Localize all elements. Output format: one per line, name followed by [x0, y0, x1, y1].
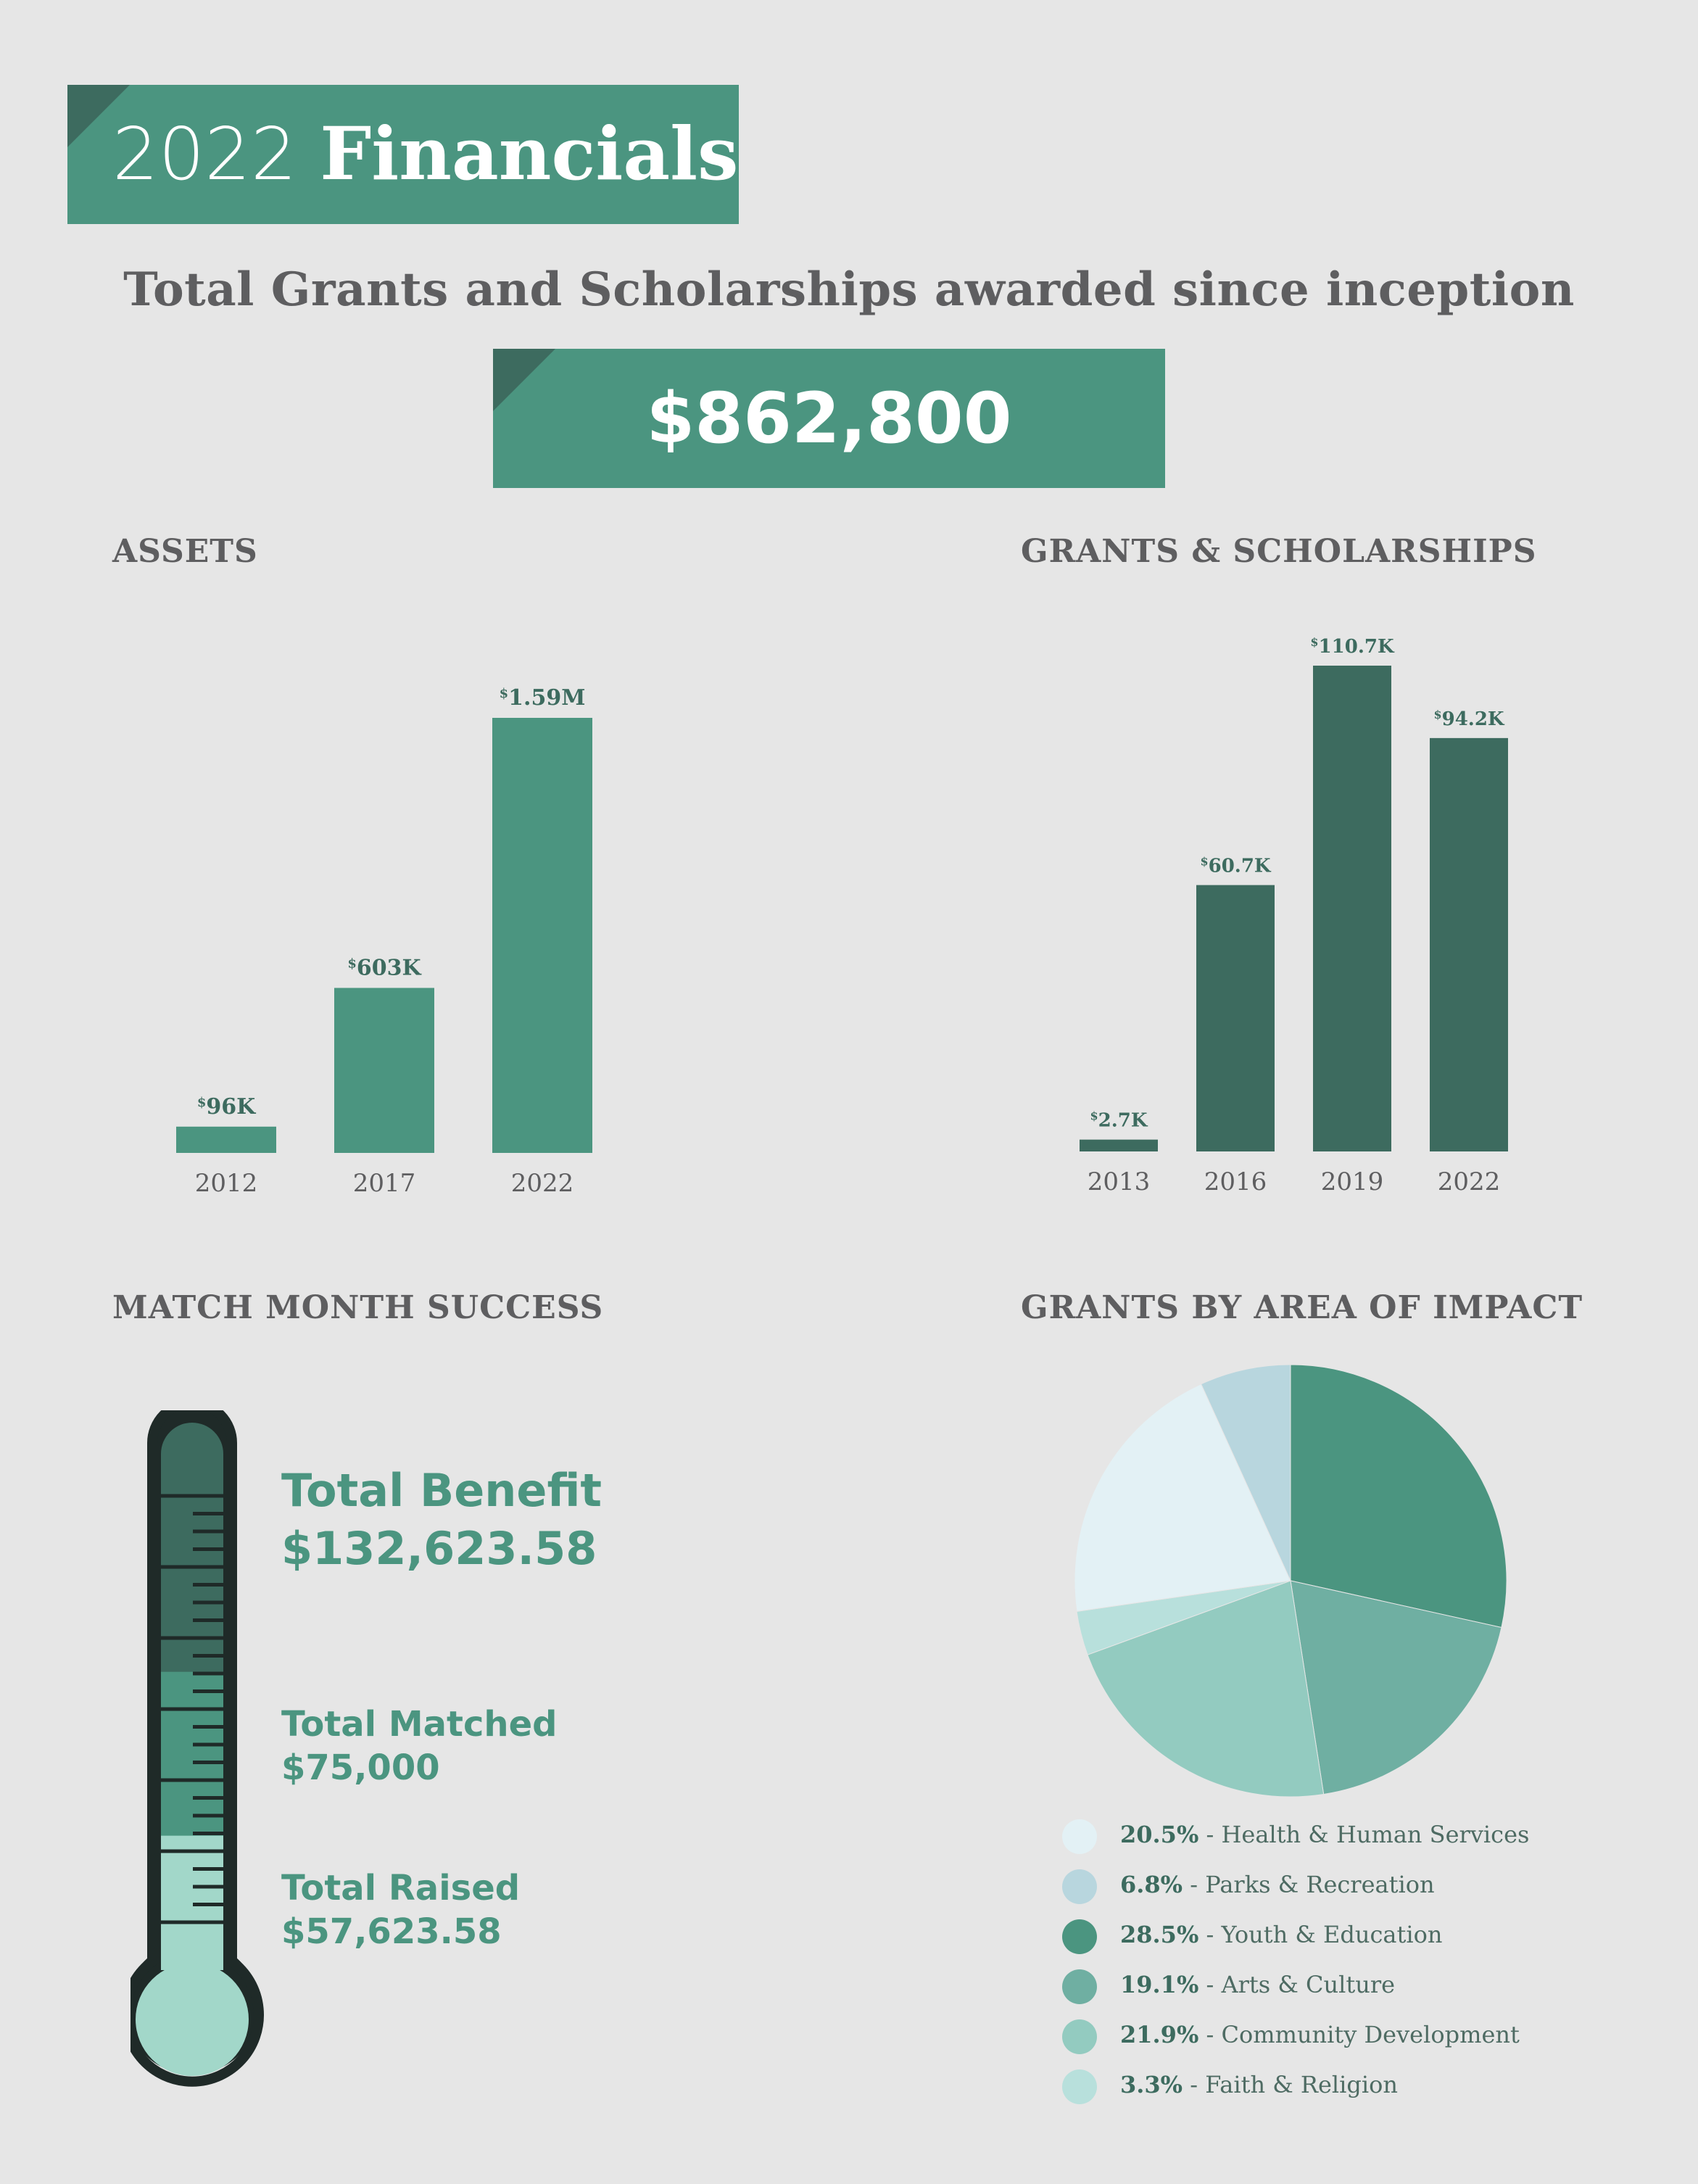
total-raised-value: $57,623.58	[281, 1911, 502, 1952]
thermometer	[131, 1410, 290, 2092]
grants-bars	[1080, 635, 1508, 1196]
tick-label: 2013	[1087, 1167, 1151, 1196]
total-matched-value: $75,000	[281, 1747, 440, 1788]
data-label	[1310, 635, 1395, 658]
legend-percent: 6.8%	[1120, 1871, 1183, 1898]
currency-prefix: $	[1310, 635, 1319, 649]
impact-title: GRANTS BY AREA OF IMPACT	[1021, 1289, 1583, 1326]
total-benefit-value: $132,623.58	[281, 1522, 597, 1575]
tick-label: 2022	[510, 1169, 574, 1198]
bar-2022	[492, 718, 592, 1153]
impact-pie-chart	[1066, 1356, 1515, 1805]
data-label	[1433, 708, 1504, 730]
total-matched-label: Total Matched	[281, 1704, 558, 1745]
legend-percent: 19.1%	[1120, 1971, 1199, 1998]
tick-label: 2017	[352, 1169, 416, 1198]
tick-label: 2012	[194, 1169, 258, 1198]
legend-percent: 20.5%	[1120, 1821, 1199, 1848]
legend-percent: 3.3%	[1120, 2071, 1183, 2098]
bar-2022	[1430, 738, 1508, 1151]
currency-prefix: $	[1433, 707, 1442, 721]
assets-bars	[176, 685, 592, 1198]
legend-label	[1120, 1821, 1529, 1848]
data-label-value: 1.59M	[508, 685, 586, 711]
legend-label	[1120, 2071, 1398, 2098]
legend-label	[1120, 2021, 1520, 2048]
data-label-value: 110.7K	[1318, 636, 1394, 658]
bar-2013	[1080, 1140, 1158, 1151]
legend-category: - Community Development	[1198, 2021, 1520, 2048]
currency-prefix: $	[1200, 854, 1209, 869]
legend-swatch	[1062, 1869, 1097, 1904]
total-grants-heading: Total Grants and Scholarships awarded since inception	[123, 262, 1575, 317]
data-label	[1090, 1109, 1148, 1132]
legend-label	[1120, 1921, 1442, 1948]
data-label	[1200, 855, 1271, 877]
tick-label: 2019	[1320, 1167, 1384, 1196]
legend-category: - Arts & Culture	[1198, 1971, 1396, 1998]
currency-prefix: $	[1090, 1109, 1098, 1123]
bar-2012	[176, 1127, 276, 1153]
match-month-title: MATCH MONTH SUCCESS	[112, 1289, 604, 1326]
tick-label: 2016	[1204, 1167, 1267, 1196]
title-word: Financials	[320, 111, 739, 197]
grants-title: GRANTS & SCHOLARSHIPS	[1021, 533, 1537, 570]
bar-2017	[334, 988, 434, 1153]
currency-prefix: $	[196, 1094, 207, 1110]
bar-2016	[1196, 885, 1275, 1151]
tick-label: 2022	[1437, 1167, 1501, 1196]
data-label-value: 2.7K	[1098, 1109, 1148, 1132]
legend-percent: 28.5%	[1120, 1921, 1199, 1948]
legend-swatch	[1062, 1919, 1097, 1954]
data-label-value: 96K	[206, 1093, 256, 1120]
title-year: 2022	[112, 112, 297, 197]
legend-label	[1120, 1971, 1395, 1998]
total-benefit-label: Total Benefit	[281, 1464, 602, 1517]
currency-prefix: $	[347, 956, 357, 972]
thermometer-bulb	[136, 1963, 249, 2076]
legend-category: - Parks & Recreation	[1183, 1871, 1435, 1898]
currency-prefix: $	[499, 686, 509, 701]
legend-percent: 21.9%	[1120, 2021, 1199, 2048]
data-label-value: 94.2K	[1441, 708, 1504, 730]
legend-swatch	[1062, 1969, 1097, 2004]
total-raised-label: Total Raised	[281, 1868, 521, 1908]
data-label	[347, 955, 421, 980]
legend-swatch	[1062, 1819, 1097, 1854]
legend-swatch	[1062, 2069, 1097, 2104]
legend-swatch	[1062, 2019, 1097, 2054]
data-label-value: 60.7K	[1208, 855, 1271, 877]
total-amount: $862,800	[646, 378, 1012, 459]
legend-category: - Youth & Education	[1198, 1921, 1443, 1948]
data-label	[500, 685, 586, 711]
data-label	[197, 1094, 256, 1120]
data-label-value: 603K	[356, 955, 421, 981]
bar-2019	[1313, 666, 1391, 1151]
legend-category: - Health & Human Services	[1198, 1821, 1530, 1848]
assets-title: ASSETS	[112, 533, 258, 570]
legend-label	[1120, 1871, 1435, 1898]
legend-category: - Faith & Religion	[1183, 2071, 1398, 2098]
